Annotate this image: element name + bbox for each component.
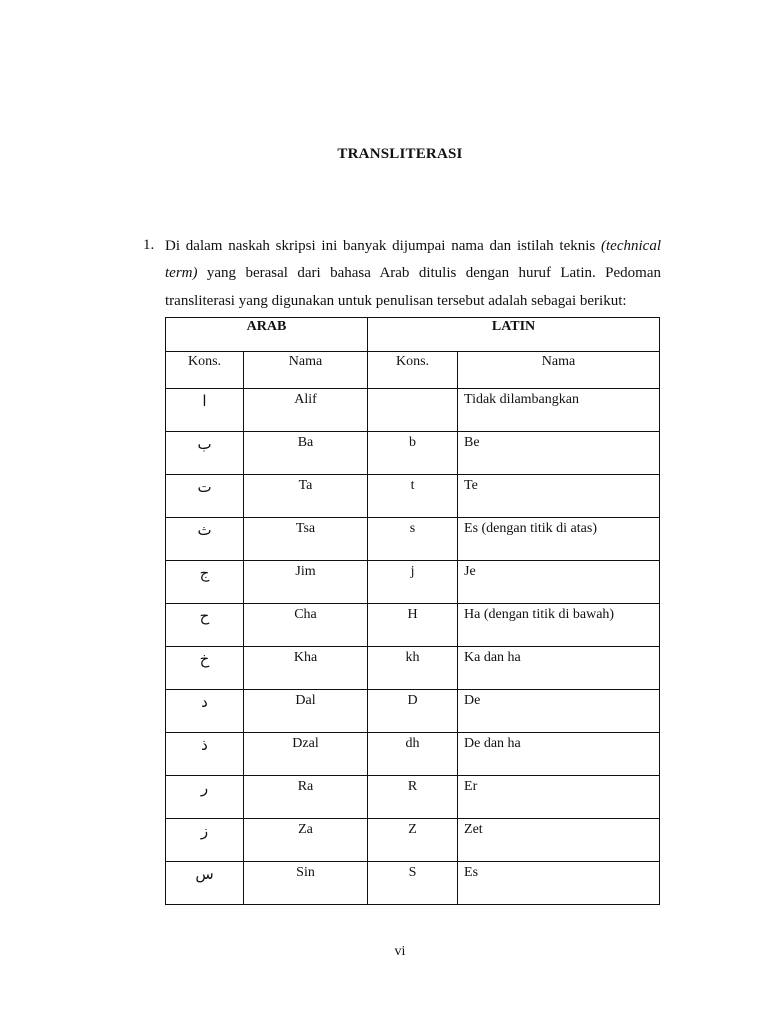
latin-kons-cell: S xyxy=(368,862,458,905)
intro-line-1-text: Di dalam naskah skripsi ini banyak dijumpai nama dan istilah teknis xyxy=(165,238,602,254)
table-row xyxy=(166,690,660,733)
arab-nama-cell: Tsa xyxy=(244,518,368,561)
list-number: 1. xyxy=(143,237,155,253)
latin-nama-cell: Er xyxy=(458,776,660,819)
latin-nama-cell: De dan ha xyxy=(458,733,660,776)
header-arab: ARAB xyxy=(166,318,368,352)
arab-nama-cell: Alif xyxy=(244,389,368,432)
table-row xyxy=(166,389,660,432)
intro-line-2 xyxy=(165,264,661,282)
arab-kons-cell: ذ xyxy=(166,733,244,776)
table-row xyxy=(166,733,660,776)
arab-kons-cell: س xyxy=(166,862,244,905)
arab-nama-cell: Dzal xyxy=(244,733,368,776)
latin-nama-cell: Te xyxy=(458,475,660,518)
arab-kons-cell: ت xyxy=(166,475,244,518)
arab-kons-cell: د xyxy=(166,690,244,733)
intro-line-2-italic: term) xyxy=(165,265,198,281)
arab-kons-cell: ب xyxy=(166,432,244,475)
arab-nama-cell: Za xyxy=(244,819,368,862)
arab-kons-cell: ر xyxy=(166,776,244,819)
table-row xyxy=(166,862,660,905)
arab-nama-cell: Cha xyxy=(244,604,368,647)
latin-kons-cell: t xyxy=(368,475,458,518)
latin-kons-cell: Z xyxy=(368,819,458,862)
latin-nama-cell: De xyxy=(458,690,660,733)
latin-kons-cell: kh xyxy=(368,647,458,690)
intro-line-3: transliterasi yang digunakan untuk penulisan tersebut adalah sebagai berikut: xyxy=(165,293,627,309)
subheader-latin-nama: Nama xyxy=(458,352,660,389)
latin-kons-cell: H xyxy=(368,604,458,647)
table-row xyxy=(166,604,660,647)
latin-kons-cell: s xyxy=(368,518,458,561)
intro-line-2-text: yang berasal dari bahasa Arab ditulis dengan huruf Latin. Pedoman xyxy=(197,265,661,281)
arab-kons-cell: خ xyxy=(166,647,244,690)
latin-nama-cell: Es (dengan titik di atas) xyxy=(458,518,660,561)
table-row xyxy=(166,432,660,475)
arab-kons-cell: ث xyxy=(166,518,244,561)
intro-line-1 xyxy=(165,237,661,255)
latin-kons-cell xyxy=(368,389,458,432)
subheader-latin-kons: Kons. xyxy=(368,352,458,389)
latin-kons-cell: b xyxy=(368,432,458,475)
table-row xyxy=(166,776,660,819)
latin-kons-cell: D xyxy=(368,690,458,733)
latin-kons-cell: R xyxy=(368,776,458,819)
latin-nama-cell: Ka dan ha xyxy=(458,647,660,690)
latin-kons-cell: dh xyxy=(368,733,458,776)
arab-kons-cell: ا xyxy=(166,389,244,432)
page-title: TRANSLITERASI xyxy=(337,146,463,162)
table-row xyxy=(166,518,660,561)
table-row xyxy=(166,475,660,518)
latin-nama-cell: Zet xyxy=(458,819,660,862)
latin-nama-cell: Be xyxy=(458,432,660,475)
arab-kons-cell: ح xyxy=(166,604,244,647)
transliteration-table xyxy=(165,317,660,905)
arab-nama-cell: Dal xyxy=(244,690,368,733)
table-row xyxy=(166,647,660,690)
latin-nama-cell: Ha (dengan titik di bawah) xyxy=(458,604,660,647)
arab-nama-cell: Jim xyxy=(244,561,368,604)
latin-nama-cell: Es xyxy=(458,862,660,905)
arab-nama-cell: Kha xyxy=(244,647,368,690)
arab-nama-cell: Ba xyxy=(244,432,368,475)
arab-nama-cell: Sin xyxy=(244,862,368,905)
latin-nama-cell: Je xyxy=(458,561,660,604)
arab-kons-cell: ز xyxy=(166,819,244,862)
table-row xyxy=(166,819,660,862)
table-body xyxy=(166,389,660,905)
page-number: vi xyxy=(394,944,406,959)
subheader-arab-kons: Kons. xyxy=(166,352,244,389)
arab-nama-cell: Ta xyxy=(244,475,368,518)
latin-nama-cell: Tidak dilambangkan xyxy=(458,389,660,432)
arab-nama-cell: Ra xyxy=(244,776,368,819)
subheader-arab-nama: Nama xyxy=(244,352,368,389)
header-latin: LATIN xyxy=(368,318,660,352)
intro-line-1-italic: (technical xyxy=(601,238,661,254)
latin-kons-cell: j xyxy=(368,561,458,604)
arab-kons-cell: ج xyxy=(166,561,244,604)
table-row xyxy=(166,561,660,604)
